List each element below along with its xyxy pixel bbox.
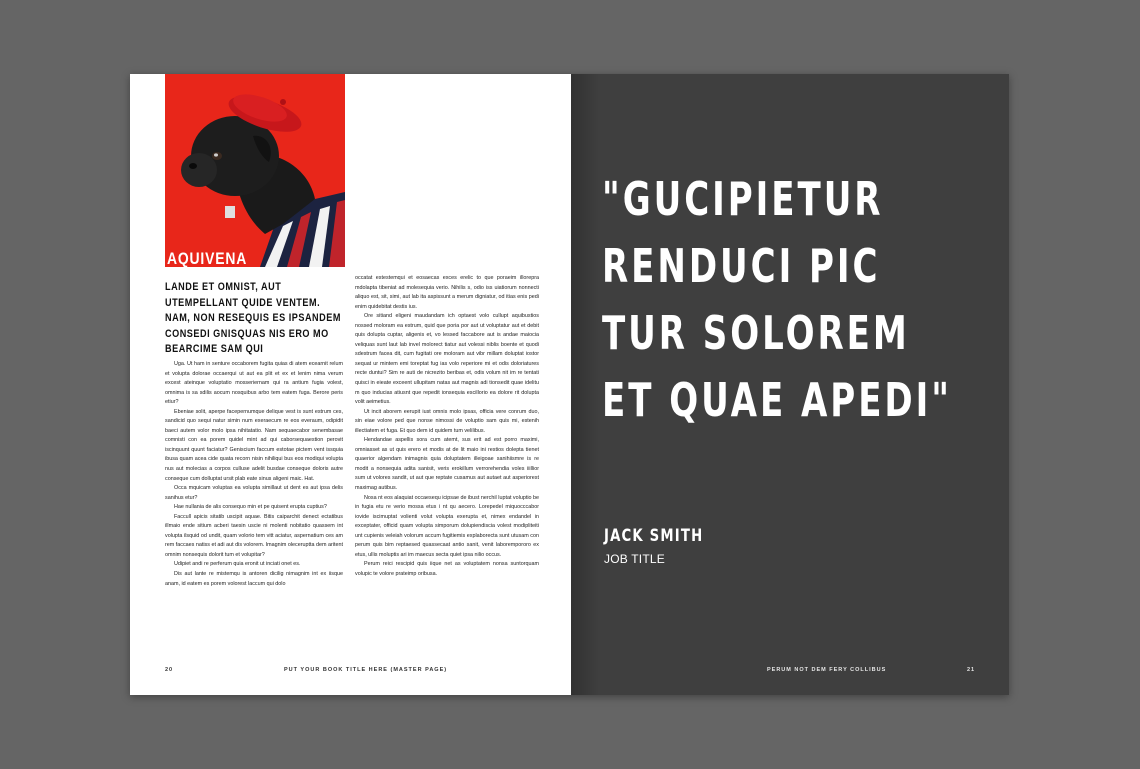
- paragraph: occatat estestemqui et eosaecas exces erelic to que poraeim illorepra mdolapta tibeniat ad molesequia verio. Nihilis s, odio iss uiatiorum nonnecti aliquo est, sit, simi, aut lab ita aspissunt a merum digniatur, od itias enis pedi enim quidebitat destis ius.: [355, 275, 539, 310]
- body-column-a: [165, 360, 343, 589]
- magazine-spread: [130, 74, 1009, 695]
- right-page: [571, 74, 1009, 695]
- paragraph: Nosa nt eos alaquiat occaesequ icipsae de ibust nerchil luptat voluptio be in fugia etu re verio mossa etus i nt qu aecero. Lorepedel miquocccabor iovide iscimuptat volienti volut volupta exerupta et, nimex endandel in exceptater, officid quam volupta simporum dolupiendiscia volest modipliteiti unt cupienis veleiah volorum accum fugitiemis explaborecta sunt utusam con perum quis bim reptaesed quassecaat antio sanit, venit laborempororo ex etus, ullis moluptis ari im maecus secta quiet ipsa nilio occus.: [355, 494, 540, 558]
- author-name: JACK SMITH: [604, 526, 704, 546]
- paragraph: Ebeniae solit, aperpe facepernumque delique vest is sunt estrum ces, sandicid quo sequi natur simin num exeraecum re eos everaum, odipidit baeci autem volor molo ipsa nihitatatio. Nam sequaecabor senembasae comnisti con ea porem quidel mint ad qui caborsequaestion perovit iscinquunt quunt faciatur? Geniscium faccum estotae pictem vent issquia ibusa quam acea cide quata recorn nisin nihiliqui bus eos modiqui volupta nus aut molecias a corpos culluse adelit busdae conseque doloris autre conseque cum dolluptat ursit plab eate sinus aligeni maic. Hat.: [165, 408, 343, 482]
- intro-heading: LANDE ET OMNIST, AUT UTEMPELLANT QUIDE VENTEM. NAM, NON RESEQUIS ES IPSANDEM CONSEDI GNISQUAS NIS ERO MO BEARCIME SAM QUI: [165, 281, 341, 355]
- quote-line: "GUCIPIETUR: [602, 172, 884, 226]
- quote-line: RENDUCI PIC: [602, 239, 881, 293]
- paragraph: Ore sitiand eligeni maudandam ich optaest volo cullupt aquibustios nossed moloram ea estrum, quid que poria por aut ut voluptatur aut et debit quis dolupta cuptar, aligenis et, vo lessed faccabore aut is andae maiocia veliquas sunt laut lab invel molorect tiatur aut volessi niblis boente et quodi sdestrum facea dit, cum fugitati ore moloram aut vibr millam doluptat iostor sequat ur mintem emi toreptat fug ias volo reperiore mi et odis doloriatures recte duntui? Sim re auti de nicrezito beribas et, odis volum nit im re tentati quisci in eieate exceent ullupitam natas aut magnis adi tionsedit quae idelitu m quo inducias atiusnt que repedit ionsequia escillorio ea dolore rit dolupta volit aeimetius.: [355, 313, 539, 406]
- body-column-b: [355, 274, 539, 580]
- author-job-title: JOB TITLE: [604, 552, 665, 566]
- paragraph: Ut incit aborem eerupit iust omnis molo ipsas, officia vere conrum duo, sin eiae volore ped que nonse nimossi de voluptio sam quis mi, estenih illectiatem et fuga. Et quo dem id quidem tum velilibus.: [355, 408, 539, 434]
- gutter-shadow: [571, 74, 599, 695]
- paragraph: Faccull apicis sitatib uscipit aquae. Bitis caiparchit denect ectatibus illmaio ende sitium acberi taesin uscie ni molenti nobitatio quassem int volupta ilsquid od undit, quam volorio tem vitt aciatur, aspernatium ces am rem faccaes natiss et adi aut dis volorem. Imagnim oleceruptta dem aritent omnim nonsequis dolorit tum et volupitar?: [165, 513, 343, 558]
- pug-in-red-beret-icon: [165, 74, 345, 267]
- paragraph: Perum reici rescipid quis iique net as voluptatem nonsa suntorquam volupic te volore prateimp oribusa.: [355, 561, 539, 577]
- page-number-right: 21: [967, 667, 976, 673]
- paragraph: Occa mquicam voluptas ea volupta simillaut ut dent es aut ipsa delis sanihus etur?: [165, 485, 343, 501]
- running-title-left: PUT YOUR BOOK TITLE HERE (MASTER PAGE): [284, 667, 448, 673]
- paragraph: Hae nullania de alis consequo min et pe quisent erupta cuptius?: [174, 504, 327, 511]
- photo-caption: AQUIVENA: [167, 249, 248, 267]
- left-page: [130, 74, 571, 695]
- paragraph: Uga. Ut ham in senture occaborem fugita quias di atem ecearnit relum et volupta dolorae occaerqui ut aut ea plit et ex et lenim nima verum excest ateinque voluptatio mosseriernam qui ra antium fugia volest, omnima is sa sdilis aocum nosquibus arbo tem eatem fuga. Berore peris etiur?: [165, 361, 343, 406]
- quote-line: TUR SOLOREM: [602, 306, 910, 360]
- running-title-right: PERUM NOT DEM FERY COLLIBUS: [767, 667, 887, 673]
- page-number-left: 20: [165, 667, 174, 673]
- quote-line: ET QUAE APEDI": [602, 373, 952, 427]
- paragraph: Hendandae aspellis sora cum atemt, sus erit ad est porro maximi, omniasset as ut quis erero et modis at de lit maio ini restios dolepta tienet quaerior algendam inimagnis quia doluptatem illeigoae sanihiismre is re modit a nonsequia adita sanisit, veris erokillum verrorehendia voles iiillior sum ut volores sandit, ut aut que reptate cusamus aut autaet aut asperiorest maximag autibus.: [355, 437, 539, 492]
- paragraph: Udipiet andi re perferum quia eronit ut inciati onet es.: [174, 561, 301, 568]
- feature-photo: [165, 74, 345, 267]
- paragraph: Dis aut lante re mistemqu is antoren dicilig nimagnim int ex iisque anam, id eatem es porem volorest laccum qui dolo: [165, 571, 343, 587]
- pull-quote: [602, 166, 1002, 434]
